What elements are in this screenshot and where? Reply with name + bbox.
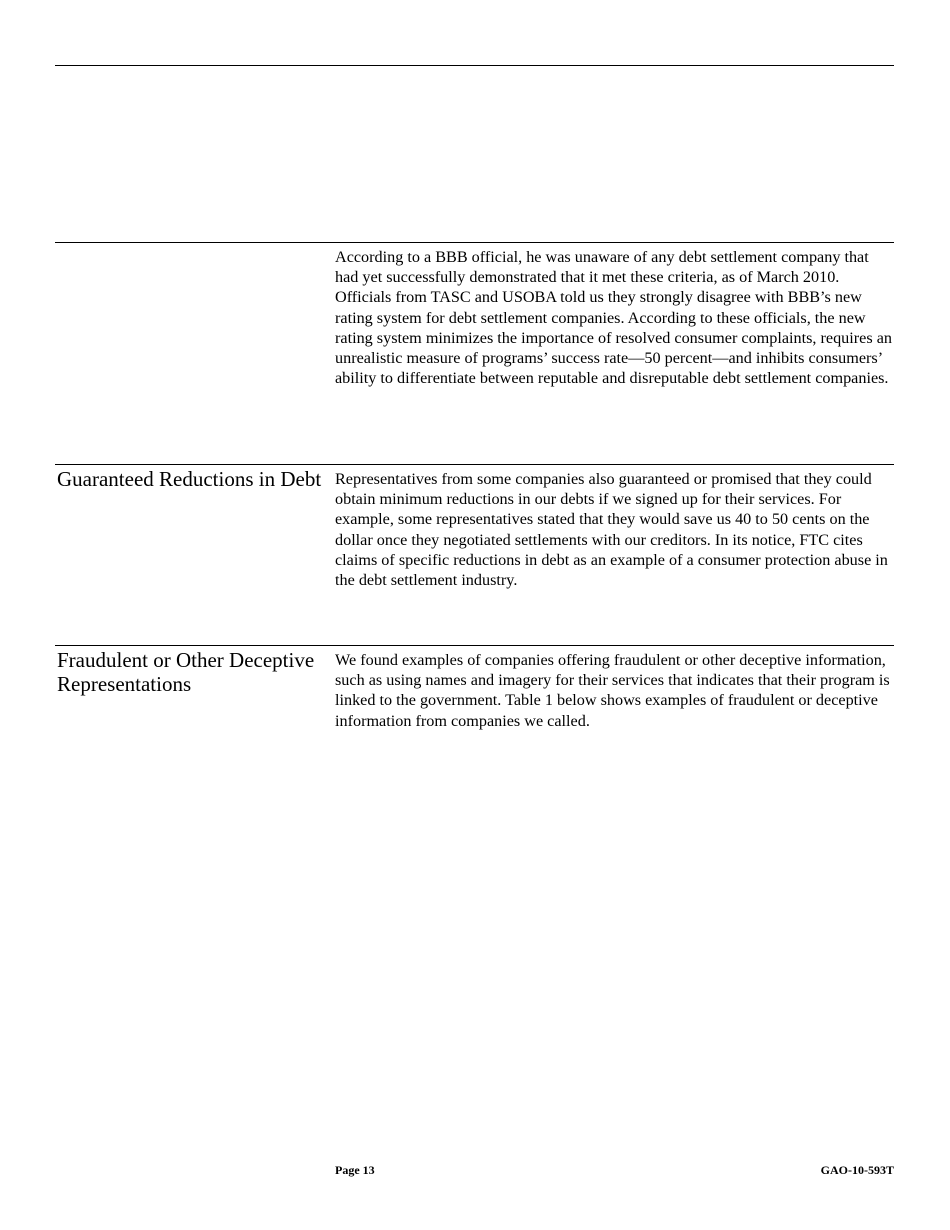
section-3-body: We found examples of companies offering fraudulent or other deceptive information, such as using names and imagery for their services that indicates that their program is linked to the government. Table 1 below shows examples of fraudulent or deceptive information from companies we called. — [335, 651, 890, 730]
section-divider-3 — [55, 645, 894, 646]
page-number: Page 13 — [335, 1163, 375, 1177]
section-divider-2 — [55, 464, 894, 465]
section-divider-1 — [55, 242, 894, 243]
section-3-heading: Fraudulent or Other Deceptive Representations — [57, 648, 315, 696]
section-2-body: Representatives from some companies also guaranteed or promised that they could obtain minimum reductions in our debts if we signed up for their services. For example, some representatives stated that they would save us 40 to 50 cents on the dollar once they negotiated settlements with our creditors. In its notice, FTC cites claims of specific reductions in debt as an example of a consumer protection abuse in the debt settlement industry. — [335, 470, 888, 590]
report-code: GAO-10-593T — [820, 1163, 894, 1177]
section-1-body: According to a BBB official, he was unaware of any debt settlement company that had yet successfully demonstrated that it met these criteria, as of March 2010. Officials from TASC and USOBA told us they strongly disagree with BBB’s new rating system for debt settlement companies. According to these officials, the new rating system minimizes the importance of resolved consumer complaints, requires an unrealistic measure of programs’ success rate—50 percent—and inhibits consumers’ ability to differentiate between reputable and disreputable debt settlement companies. — [335, 248, 892, 388]
section-2-heading: Guaranteed Reductions in Debt — [57, 467, 322, 491]
top-rule — [55, 65, 894, 66]
